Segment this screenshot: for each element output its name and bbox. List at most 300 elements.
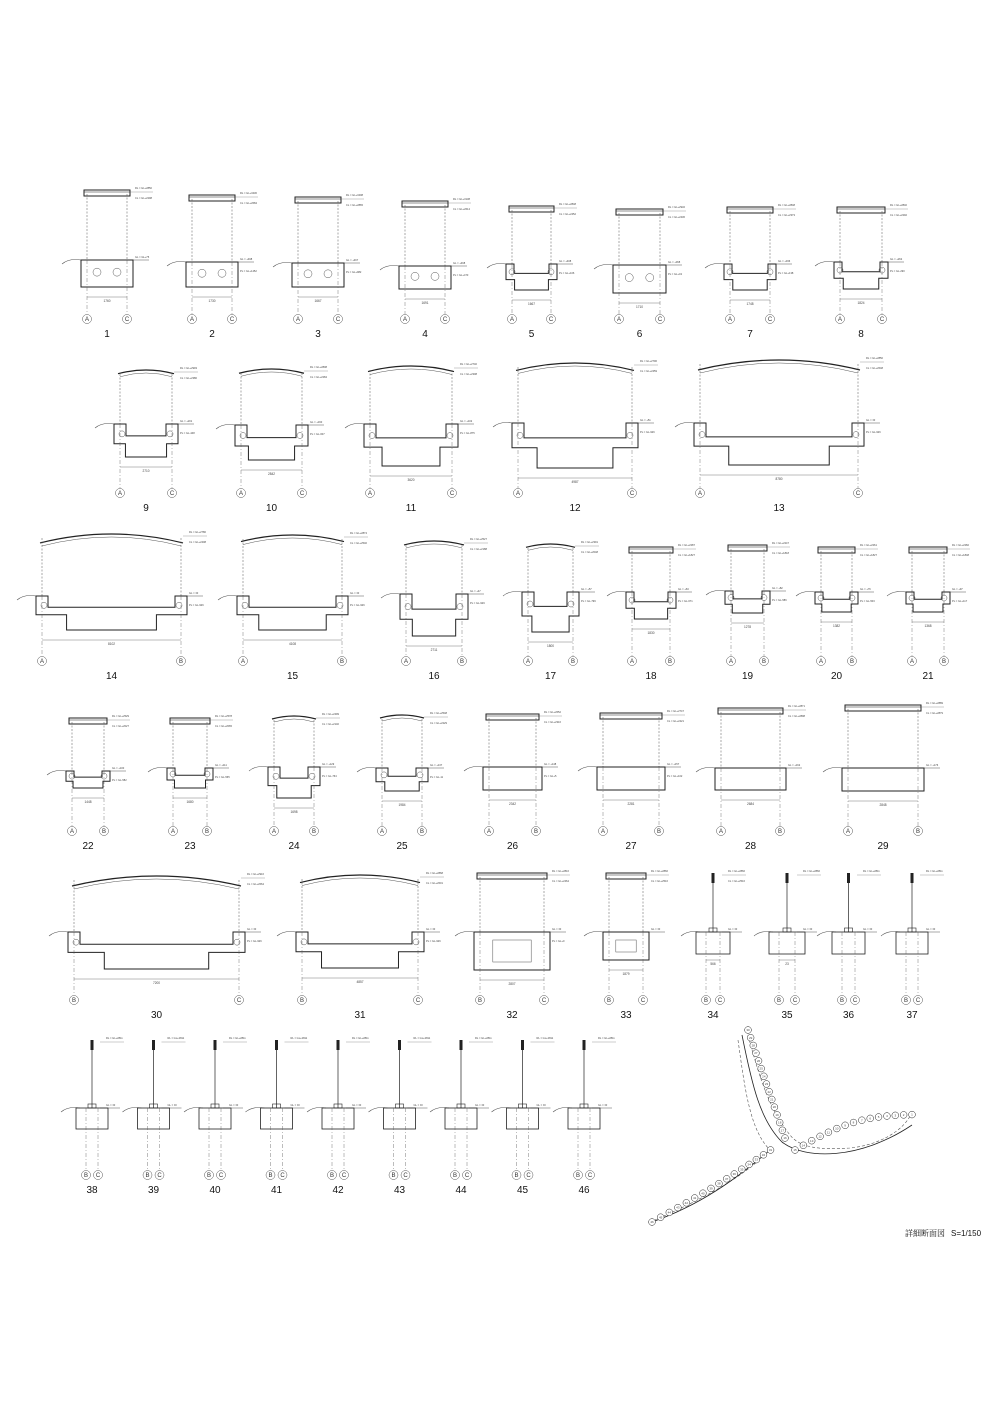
section-number: 17 bbox=[544, 671, 557, 682]
key-plan-marker-label: 46 bbox=[650, 1220, 654, 1225]
roof-level: RL = GL+2866 bbox=[803, 870, 820, 873]
canopy-roof bbox=[727, 207, 773, 213]
axis-label: A bbox=[845, 829, 851, 835]
axis-label: C bbox=[218, 1173, 224, 1179]
dimension-value: 4857 bbox=[356, 980, 364, 984]
section-40 bbox=[184, 1036, 247, 1196]
section-39 bbox=[123, 1036, 186, 1196]
pit-level: PL = GL-926 bbox=[866, 431, 881, 434]
axis-label: C bbox=[124, 317, 130, 323]
roof-level: RL = GL+2848 bbox=[778, 204, 795, 207]
foundation bbox=[715, 768, 786, 790]
dimension-value: 1691 bbox=[421, 301, 429, 305]
roof-level: RL = GL+2811 bbox=[413, 1037, 431, 1040]
section-28 bbox=[696, 704, 806, 852]
key-plan-marker-label: 37 bbox=[725, 1176, 729, 1181]
key-plan-marker-label: 4 bbox=[886, 1114, 888, 1119]
section-4 bbox=[380, 197, 471, 340]
axis-label: A bbox=[515, 491, 521, 497]
ground-line bbox=[503, 592, 522, 597]
section-2 bbox=[167, 191, 258, 340]
canopy-roof bbox=[509, 206, 554, 212]
ground-line bbox=[49, 932, 68, 937]
axis-label: A bbox=[117, 491, 123, 497]
axis-label: C bbox=[548, 317, 554, 323]
ground-line bbox=[357, 768, 376, 773]
ground-level: GL = +47 bbox=[470, 590, 481, 593]
foundation bbox=[292, 263, 344, 287]
pit-level: PL = GL+473 bbox=[453, 274, 469, 277]
ground-line bbox=[584, 932, 603, 937]
post-head bbox=[460, 1040, 463, 1050]
ground-level: GL = ±0 bbox=[413, 1104, 423, 1107]
axis-label: A bbox=[189, 317, 195, 323]
roof-level: RL = GL+2811 bbox=[167, 1037, 185, 1040]
ground-level: GL = ±0 bbox=[350, 592, 360, 595]
key-plan-marker-label: 11 bbox=[826, 1130, 830, 1135]
roof-level: RL = GL+3408 bbox=[346, 194, 363, 197]
axis-label: C bbox=[157, 1173, 162, 1179]
ceiling-level: CL = GL+2373 bbox=[778, 214, 795, 217]
pit-level: PL = GL+5 bbox=[544, 775, 557, 778]
axis-label: B bbox=[452, 1173, 458, 1179]
pit-level: PL = GL-503 bbox=[860, 600, 875, 603]
foundation bbox=[36, 596, 187, 630]
roof-level: RL = GL+3138 bbox=[453, 198, 470, 201]
ground-level: GL = +63 bbox=[678, 588, 689, 591]
duct-circle bbox=[198, 269, 206, 277]
section-46 bbox=[553, 1036, 616, 1196]
pit-level: PL = GL-926 bbox=[640, 431, 655, 434]
canopy-ceiling bbox=[302, 878, 418, 886]
key-plan-marker-label: 2 bbox=[902, 1113, 905, 1117]
axis-label: A bbox=[600, 829, 606, 835]
section-33 bbox=[584, 869, 669, 1021]
key-plan-marker-label: 7 bbox=[861, 1118, 863, 1123]
key-plan-marker-label: 1 bbox=[911, 1112, 913, 1117]
canopy-roof bbox=[486, 714, 539, 720]
ceiling-level: CL = GL+2284 bbox=[310, 376, 327, 379]
canopy-roof bbox=[72, 876, 241, 886]
pit-level: PL = GL-929 bbox=[470, 602, 485, 605]
dimension-value: 1448 bbox=[84, 800, 92, 804]
ground-line bbox=[675, 423, 694, 428]
ceiling-level: CL = GL+2308 bbox=[460, 373, 477, 376]
duct-circle bbox=[625, 274, 633, 282]
axis-label: A bbox=[909, 659, 915, 665]
section-number: 13 bbox=[773, 503, 785, 514]
key-plan-marker-label: 24 bbox=[762, 1074, 766, 1079]
axis-label: C bbox=[229, 317, 235, 323]
foundation bbox=[400, 594, 468, 636]
ground-line bbox=[381, 594, 400, 599]
roof-level: RL = GL+2796 bbox=[640, 360, 657, 363]
post-head bbox=[847, 873, 850, 883]
axis-label: A bbox=[39, 659, 45, 665]
canopy-roof bbox=[909, 547, 947, 553]
ground-level: GL = +148 bbox=[544, 763, 557, 766]
axis-label: B bbox=[533, 829, 539, 835]
pit-level: PL = GL-926 bbox=[247, 940, 262, 943]
axis-label: A bbox=[616, 317, 622, 323]
footing bbox=[76, 1108, 108, 1129]
section-number: 1 bbox=[104, 329, 110, 340]
key-plan-marker-label: 14 bbox=[801, 1143, 806, 1148]
pit-level: PL = GL-764 bbox=[322, 775, 337, 778]
dimension-value: 1368 bbox=[924, 624, 932, 628]
foundation bbox=[237, 596, 348, 630]
pit-level: PL = GL-926 bbox=[426, 940, 441, 943]
pit-level: PL = GL+106 bbox=[559, 272, 575, 275]
axis-label: B bbox=[941, 659, 947, 665]
foundation bbox=[474, 932, 550, 970]
dimension-value: 2848 bbox=[879, 803, 887, 807]
pit-level: PL = GL+102 bbox=[667, 775, 683, 778]
roof-level: RL = GL+2874 bbox=[350, 532, 367, 535]
canopy-roof bbox=[629, 547, 673, 553]
sheet-scale: S=1/150 bbox=[951, 1229, 982, 1238]
ceiling-level: CL = GL+1818 bbox=[772, 552, 789, 555]
ceiling-level: CL = GL+1827 bbox=[678, 554, 695, 557]
key-plan-marker-label: 3 bbox=[894, 1113, 897, 1118]
axis-label: B bbox=[339, 659, 345, 665]
post-head bbox=[152, 1040, 155, 1050]
key-plan-marker-label: 41 bbox=[693, 1196, 697, 1201]
section-number: 20 bbox=[830, 671, 843, 682]
pit-level: PL = GL+43 bbox=[668, 273, 682, 276]
dimension-value: 4987 bbox=[571, 480, 579, 484]
ground-level: GL = +137 bbox=[430, 764, 443, 767]
section-26 bbox=[464, 710, 562, 852]
ground-line bbox=[273, 263, 292, 268]
section-44 bbox=[430, 1036, 493, 1196]
ground-level: GL = +408 bbox=[559, 260, 572, 263]
key-plan-marker-label: 38 bbox=[717, 1181, 721, 1186]
section-12 bbox=[493, 359, 658, 514]
ceiling-level: CL = GL+2879 bbox=[926, 712, 943, 715]
pit-level: PL = GL-926 bbox=[350, 604, 365, 607]
ground-level: GL = ±0 bbox=[475, 1104, 485, 1107]
canopy-ceiling bbox=[370, 369, 452, 375]
section-number: 2 bbox=[209, 329, 215, 340]
ground-level: GL = +468 bbox=[453, 262, 466, 265]
axis-label: B bbox=[71, 998, 77, 1004]
axis-label: B bbox=[178, 659, 184, 665]
ground-level: GL = +82 bbox=[772, 587, 783, 590]
post-head bbox=[398, 1040, 401, 1050]
pit-level: PL = GL+138 bbox=[778, 272, 794, 275]
foundation bbox=[364, 424, 458, 466]
roof-level: RL = GL+2578 bbox=[215, 715, 232, 718]
ground-level: GL = ±0 bbox=[926, 928, 936, 931]
canopy-ceiling bbox=[241, 372, 302, 376]
ground-line bbox=[47, 771, 66, 776]
canopy-ceiling bbox=[406, 544, 462, 548]
footing bbox=[769, 932, 805, 954]
footing bbox=[384, 1108, 416, 1129]
axis-label: C bbox=[280, 1173, 285, 1179]
axis-label: B bbox=[204, 829, 210, 835]
ground-level: GL = ±0 bbox=[426, 928, 436, 931]
ground-line bbox=[706, 591, 725, 596]
dimension-value: 4108 bbox=[288, 642, 297, 646]
canopy-roof bbox=[272, 716, 316, 719]
ground-level: GL = ±0 bbox=[167, 1104, 177, 1107]
ground-line bbox=[796, 592, 815, 597]
foundation bbox=[506, 264, 557, 290]
roof-level: RL = GL+2652 bbox=[544, 711, 561, 714]
roof-level: RL = GL+2889 bbox=[926, 702, 943, 705]
pit-level: PL = GL-11 bbox=[430, 776, 444, 779]
axis-label: C bbox=[95, 1173, 101, 1179]
axis-label: A bbox=[240, 659, 246, 665]
axis-label: A bbox=[727, 317, 733, 323]
post-head bbox=[911, 873, 914, 883]
axis-label: C bbox=[526, 1173, 531, 1179]
key-plan-marker-label: 45 bbox=[658, 1215, 663, 1220]
post-head bbox=[337, 1040, 340, 1050]
axis-label: C bbox=[442, 317, 448, 323]
roof-level: RL = GL+2247 bbox=[772, 542, 789, 545]
section-20 bbox=[796, 543, 878, 682]
key-plan-marker-label: 42 bbox=[684, 1200, 689, 1205]
ground-level: GL = +336 bbox=[778, 260, 791, 263]
ground-level: GL = ±0 bbox=[866, 419, 876, 422]
ceiling-level: CL = GL+2684 bbox=[240, 202, 257, 205]
axis-label: C bbox=[587, 1173, 593, 1179]
ground-line bbox=[148, 768, 167, 773]
foundation bbox=[724, 264, 776, 290]
key-plan-marker-label: 17 bbox=[780, 1128, 785, 1133]
ground-level: GL = +51 bbox=[640, 419, 651, 422]
canopy-roof bbox=[402, 201, 448, 207]
axis-label: C bbox=[792, 998, 798, 1004]
roof-level: RL = GL+2993 bbox=[180, 367, 197, 370]
canopy-roof bbox=[845, 705, 921, 711]
ground-line bbox=[17, 596, 36, 601]
foundation bbox=[626, 592, 676, 619]
axis-label: B bbox=[575, 1173, 581, 1179]
canopy-roof bbox=[600, 713, 662, 719]
key-plan-marker-label: 28 bbox=[751, 1043, 755, 1048]
dimension-value: 1710 bbox=[635, 305, 644, 309]
axis-label: B bbox=[849, 659, 855, 665]
ground-line bbox=[464, 767, 483, 772]
axis-label: B bbox=[329, 1173, 335, 1179]
ceiling-level: CL = GL+2516 bbox=[651, 880, 668, 883]
axis-label: C bbox=[629, 491, 635, 497]
ground-level: GL = +76 bbox=[860, 588, 871, 591]
section-43 bbox=[369, 1036, 432, 1196]
axis-label: B bbox=[570, 659, 576, 665]
section-7 bbox=[705, 203, 796, 340]
section-5 bbox=[487, 202, 577, 340]
key-plan-marker-label: 39 bbox=[709, 1186, 713, 1191]
ground-level: GL = ±0 bbox=[728, 928, 738, 931]
ground-level: GL = +498 bbox=[240, 258, 253, 261]
duct-circle bbox=[431, 272, 439, 280]
ceiling-level: CL = GL+2664 bbox=[247, 883, 264, 886]
axis-label: A bbox=[837, 317, 843, 323]
roof-level: RL = GL+2850 bbox=[866, 357, 883, 360]
roof-level: RL = GL+2932 bbox=[668, 206, 685, 209]
section-number: 39 bbox=[147, 1185, 160, 1196]
ground-level: GL = ±0 bbox=[536, 1104, 546, 1107]
ground-line bbox=[696, 768, 715, 773]
section-number: 28 bbox=[744, 841, 757, 852]
section-number: 23 bbox=[184, 841, 196, 852]
canopy-ceiling bbox=[274, 719, 314, 722]
roof-level: RL = GL+2866 bbox=[728, 870, 745, 873]
key-plan-marker-label: 25 bbox=[759, 1066, 763, 1071]
axis-label: B bbox=[839, 998, 845, 1004]
section-number: 27 bbox=[625, 841, 637, 852]
foundation bbox=[68, 932, 245, 969]
canopy-roof bbox=[477, 873, 547, 879]
inner-void bbox=[616, 940, 636, 952]
axis-label: A bbox=[509, 317, 515, 323]
axis-label: A bbox=[697, 491, 703, 497]
axis-label: C bbox=[236, 998, 242, 1004]
canopy-roof bbox=[170, 718, 210, 724]
foundation bbox=[376, 768, 428, 791]
ground-level: GL = ±0 bbox=[552, 928, 562, 931]
axis-label: A bbox=[728, 659, 734, 665]
section-number: 16 bbox=[428, 671, 440, 682]
axis-label: C bbox=[855, 491, 861, 497]
pit-level: PL = GL-671 bbox=[678, 600, 693, 603]
axis-label: B bbox=[83, 1173, 89, 1179]
ground-level: GL = ±0 bbox=[106, 1104, 116, 1107]
key-plan-marker-label: 21 bbox=[770, 1097, 774, 1102]
duct-circle bbox=[304, 270, 312, 278]
axis-label: B bbox=[459, 659, 465, 665]
key-plan bbox=[649, 1027, 916, 1226]
pit-level: PL = GL-926 bbox=[189, 604, 204, 607]
footing bbox=[322, 1108, 354, 1129]
post-head bbox=[275, 1040, 278, 1050]
axis-label: A bbox=[84, 317, 90, 323]
section-3 bbox=[273, 193, 364, 340]
dimension-value: 2710 bbox=[142, 469, 150, 473]
duct-circle bbox=[93, 268, 101, 276]
footing bbox=[832, 932, 865, 954]
roof-level: RL = GL+2808 bbox=[310, 366, 327, 369]
ceiling-level: CL = GL+2540 bbox=[350, 542, 367, 545]
section-45 bbox=[492, 1036, 555, 1196]
key-plan-marker-label: 30 bbox=[746, 1028, 750, 1033]
footing bbox=[568, 1108, 600, 1129]
pit-level: PL = GL+0 bbox=[552, 940, 565, 943]
section-number: 9 bbox=[143, 503, 149, 514]
duct-circle bbox=[411, 272, 419, 280]
section-24 bbox=[249, 712, 340, 852]
section-42 bbox=[307, 1036, 370, 1196]
roof-level: RL = GL+2811 bbox=[290, 1037, 308, 1040]
ground-level: GL = ±0 bbox=[598, 1104, 608, 1107]
key-plan-marker-label: 8 bbox=[852, 1120, 855, 1125]
axis-label: A bbox=[403, 659, 409, 665]
section-number: 35 bbox=[781, 1010, 793, 1021]
section-number: 25 bbox=[396, 841, 408, 852]
canopy-roof bbox=[606, 873, 646, 879]
ground-level: GL = ±0 bbox=[352, 1104, 362, 1107]
ground-level: GL = ±0 bbox=[229, 1104, 239, 1107]
ground-line bbox=[218, 596, 237, 601]
section-number: 44 bbox=[455, 1185, 467, 1196]
roof-level: RL = GL+2287 bbox=[678, 544, 695, 547]
post-head bbox=[521, 1040, 524, 1050]
ground-line bbox=[594, 265, 613, 270]
ground-line bbox=[578, 767, 597, 772]
ceiling-level: CL = GL+2601 bbox=[426, 882, 443, 885]
duct-circle bbox=[218, 269, 226, 277]
key-plan-marker-label: 9 bbox=[844, 1123, 846, 1128]
key-plan-marker-label: 44 bbox=[667, 1210, 671, 1215]
section-number: 29 bbox=[877, 841, 889, 852]
ground-level: GL = +129 bbox=[322, 763, 335, 766]
axis-label: A bbox=[629, 659, 635, 665]
key-plan-marker-label: 6 bbox=[869, 1116, 872, 1121]
section-11 bbox=[345, 362, 478, 514]
ceiling-level: CL = GL+2421 bbox=[667, 720, 684, 723]
key-plan-marker-label: 10 bbox=[835, 1126, 839, 1131]
axis-label: B bbox=[903, 998, 909, 1004]
axis-label: C bbox=[169, 491, 175, 497]
key-plan-marker-label: 12 bbox=[818, 1134, 822, 1139]
section-number: 37 bbox=[906, 1010, 918, 1021]
axis-label: B bbox=[268, 1173, 273, 1179]
dimension-value: 8102 bbox=[107, 642, 116, 646]
key-plan-marker-label: 40 bbox=[701, 1191, 705, 1196]
key-plan-marker-label: 15 bbox=[793, 1148, 797, 1153]
canopy-roof bbox=[818, 547, 855, 553]
roof-level: RL = GL+2780 bbox=[189, 531, 206, 534]
canopy-roof bbox=[84, 190, 130, 196]
foundation bbox=[512, 423, 638, 468]
section-number: 8 bbox=[858, 329, 864, 340]
roof-level: RL = GL+2740 bbox=[460, 363, 477, 366]
post-head bbox=[786, 873, 789, 883]
ceiling-level: CL = GL+2380 bbox=[180, 377, 197, 380]
section-14 bbox=[17, 530, 207, 682]
dimension-value: 1824 bbox=[857, 301, 865, 305]
ground-level: GL = ±0 bbox=[803, 928, 813, 931]
section-number: 31 bbox=[354, 1010, 366, 1021]
section-21 bbox=[887, 543, 970, 682]
dimension-value: 2684 bbox=[746, 802, 755, 806]
roof-level: RL = GL+2811 bbox=[229, 1037, 246, 1040]
ground-level: GL = GL+75 bbox=[135, 256, 150, 259]
roof-level: RL = GL+2866 bbox=[651, 870, 668, 873]
pit-level: PL = GL+117 bbox=[952, 600, 968, 603]
dimension-value: 1760 bbox=[103, 299, 111, 303]
dimension-value: 2807 bbox=[508, 982, 516, 986]
duct-circle bbox=[646, 274, 654, 282]
section-number: 10 bbox=[265, 503, 278, 514]
ground-line bbox=[380, 266, 399, 271]
dimension-value: 2711 bbox=[430, 648, 438, 652]
roof-level: RL = GL+2529 bbox=[112, 715, 129, 718]
roof-level: RL = GL+2811 bbox=[863, 870, 880, 873]
key-plan-marker-label: 13 bbox=[810, 1138, 814, 1143]
dimension-value: 1800 bbox=[546, 644, 555, 648]
dimension-value: 1278 bbox=[743, 625, 752, 629]
foundation bbox=[522, 592, 579, 632]
ceiling-level: CL = GL+2188 bbox=[470, 548, 487, 551]
axis-label: B bbox=[477, 998, 483, 1004]
dimension-value: 1879 bbox=[622, 972, 630, 976]
